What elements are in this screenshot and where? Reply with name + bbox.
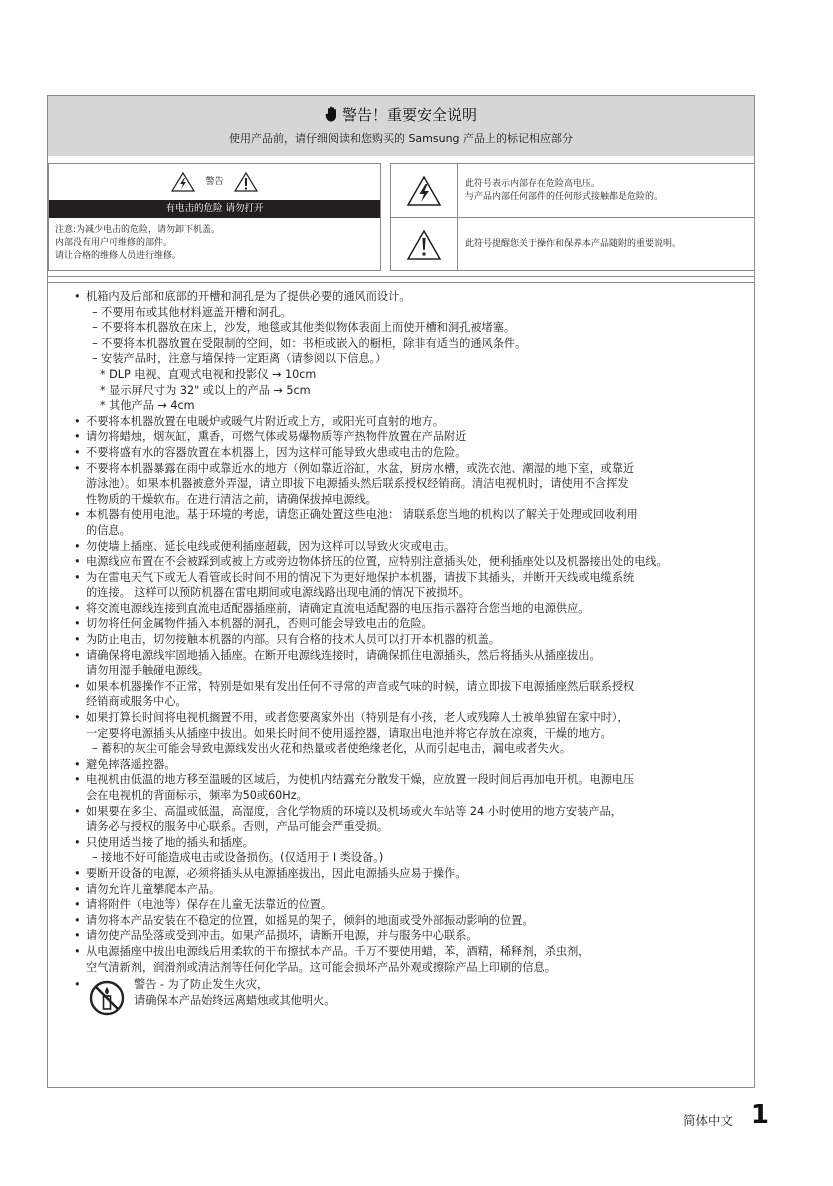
list-item: [74, 601, 748, 617]
text-line: 电源线应布置在不会被踩到或被上方或旁边物体挤压的位置，应特别注意插头处，便利插座处以及机器接出处的电线。: [86, 555, 668, 569]
symbol-description-line: 与产品内部任何部件的任何形式接触都是危险的。: [465, 191, 664, 202]
text-line: 如果要在多尘、高温或低温，高湿度，含化学物质的环境以及机场或火车站等 24 小时使用的地方安装产品，: [86, 804, 622, 818]
exclamation-icon: [406, 229, 442, 261]
bullet-icon: •: [74, 648, 81, 662]
high-voltage-icon: [406, 175, 442, 207]
text-line: 将交流电源线连接到直流电适配器插座前，请确定直流电适配器的电压指示器符合您当地的电源供应。: [86, 601, 590, 615]
symbol-description-line: 此符号提醒您关于操作和保养本产品随附的重要说明。: [465, 239, 682, 249]
text-line: 一定要将电源插头从插座中拔出。如果长时间不使用遥控器，请取出电池并将它存放在凉爽，干燥的地方。: [86, 726, 612, 740]
bullet-icon: •: [74, 601, 81, 615]
list-item: [74, 866, 748, 882]
text-line: 如果打算长时间将电视机搁置不用，或者您要离家外出（特别是有小孩，老人或残障人士被单独留在家中时），: [86, 711, 629, 725]
list-item: [74, 445, 748, 461]
list-item: [74, 882, 748, 898]
list-item: [74, 289, 748, 305]
symbol-row-exclamation: [391, 218, 754, 271]
list-item: [74, 429, 748, 445]
text-line: 为防止电击，切勿接触本机器的内部。只有合格的技术人员可以打开本机器的机盖。: [86, 633, 500, 647]
bullet-icon: •: [74, 835, 81, 849]
text-line: 只使用适当接了地的插头和插座。: [86, 835, 254, 849]
page-title-text: 警告！重要安全说明: [341, 106, 477, 124]
list-item: [74, 710, 748, 741]
divider: [48, 282, 754, 283]
bullet-icon: •: [74, 944, 81, 958]
text-line: 的连接。 这样可以预防机器在雷电期间或电源线路出现电涌的情况下被损坏。: [86, 586, 470, 600]
text-line: * DLP 电视、直观式电视和投影仪 → 10cm: [100, 367, 317, 381]
sub-item: [74, 336, 748, 352]
text-line: * 显示屏尺寸为 32" 或以上的产品 → 5cm: [100, 383, 311, 397]
text-line: 电视机由低温的地方移至温暖的区域后，为使机内结露充分散发干燥，应放置一段时间后再加电开机。电源电压: [86, 773, 635, 787]
text-line: 请勿将本产品安装在不稳定的位置，如摇晃的架子，倾斜的地面或受外部振动影响的位置。: [86, 913, 534, 927]
list-item: [74, 461, 748, 508]
text-line: – 不要将本机器放在床上，沙发，地毯或其他类似物体表面上而使开槽和洞孔被堵塞。: [92, 321, 516, 335]
warning-label-box: [48, 163, 381, 271]
text-line: – 安装产品时，注意与墙保持一定距离（请参阅以下信息。）: [92, 352, 387, 366]
text-line: – 不要将本机器放置在受限制的空间，如：书柜或嵌入的橱柜，除非有适当的通风条件。: [92, 336, 527, 350]
sub-sub-item: [74, 398, 748, 414]
text-line: 请勿使产品坠落或受到冲击。如果产品损坏，请断开电源，并与服务中心联系。: [86, 929, 478, 943]
sub-sub-item: [74, 367, 748, 383]
list-item: [74, 554, 748, 570]
caution-line: 请让合格的维修人员进行维修。: [55, 251, 182, 261]
exclamation-icon: [234, 172, 258, 192]
text-line: 请确保本产品始终远离蜡烛或其他明火。: [134, 993, 336, 1007]
symbol-description-line: 此符号表示内部存在危险高电压。: [465, 178, 601, 189]
text-line: 切勿将任何金属物件插入本机器的洞孔，否则可能会导致电击的危险。: [86, 617, 433, 631]
symbol-icon-cell: [391, 218, 458, 271]
text-line: 游泳池）。如果本机器被意外弄湿，请立即拔下电源插头然后联系授权经销商。清洁电视机时，请使用不含挥发: [86, 477, 629, 491]
text-line: 空气清新剂，润滑剂或清洁剂等任何化学品。这可能会损坏产品外观或擦除产品上印刷的信息。: [86, 960, 556, 974]
bullet-icon: •: [74, 633, 81, 647]
bullet-icon: •: [74, 445, 81, 459]
text-line: 不要将本机器放置在电暖炉或暖气片附近或上方，或阳光可直射的地方。: [86, 414, 445, 428]
sub-item: [74, 351, 748, 367]
text-line: 为在雷电天气下或无人看管或长时间不用的情况下为更好地保护本机器，请拔下其插头，并断开天线或电缆系统: [86, 570, 635, 584]
bullet-icon: •: [74, 414, 81, 428]
page-title: [48, 104, 754, 125]
divider: [48, 276, 754, 277]
bullet-icon: •: [74, 679, 81, 693]
fire-warning-item: [74, 977, 748, 1017]
caution-line: 注意:为减少电击的危险，请勿卸下机盖。: [55, 225, 221, 235]
list-item: [74, 414, 748, 430]
text-line: 勿使墙上插座、延长电线或便利插座超载，因为这样可以导致火灾或电击。: [86, 539, 456, 553]
text-line: 避免摔落遥控器。: [86, 757, 176, 771]
list-item: [74, 679, 748, 710]
text-line: 请勿用湿手触碰电源线。: [86, 664, 210, 678]
text-line: 要断开设备的电源，必须将插头从电源插座拔出，因此电源插头应易于操作。: [86, 866, 467, 880]
text-line: 请将附件（电池等）保存在儿童无法靠近的位置。: [86, 898, 333, 912]
text-line: 请勿将蜡烛，烟灰缸，熏香，可燃气体或易爆物质等产热物件放置在产品附近: [86, 430, 467, 444]
sub-item: [74, 305, 748, 321]
page-subtitle: 使用产品前，请仔细阅读和您购买的 Samsung 产品上的标记相应部分: [228, 132, 574, 145]
text-line: 请勿允许儿童攀爬本产品。: [86, 882, 221, 896]
list-item: [74, 632, 748, 648]
text-line: 从电源插座中拔出电源线后用柔软的干布擦拭本产品。千万不要使用蜡，苯，酒精，稀释剂，杀虫剂，: [86, 944, 590, 958]
warning-label-text: 警告: [205, 177, 224, 187]
fire-warning-text: [134, 977, 335, 1008]
bullet-icon: •: [74, 929, 81, 943]
sub-sub-item: [74, 383, 748, 399]
sub-item: [74, 850, 748, 866]
list-item: [74, 539, 748, 555]
list-item: [74, 804, 748, 835]
bullet-icon: •: [74, 711, 81, 725]
text-line: * 其他产品 → 4cm: [100, 399, 195, 413]
warning-label-row: [49, 172, 380, 194]
text-line: – 不要用布或其他材料遮盖开槽和洞孔。: [92, 305, 292, 319]
text-line: 会在电视机的背面标示，频率为50或60Hz。: [86, 789, 308, 802]
shock-hazard-bar: 有电击的危险 请勿打开: [49, 200, 380, 218]
list-item: [74, 648, 748, 679]
list-item: [74, 757, 748, 773]
bullet-icon: •: [74, 555, 81, 569]
symbol-description: [465, 164, 750, 217]
list-item: [74, 897, 748, 913]
list-item: [74, 507, 748, 538]
text-line: 不要将盛有水的容器放置在本机器上，因为这样可能导致火患或电击的危险。: [86, 445, 467, 459]
list-item: [74, 772, 748, 803]
bullet-icon: •: [74, 882, 81, 896]
text-line: – 蓄积的灰尘可能会导致电源线发出火花和热量或者使绝缘老化，从而引起电击，漏电或者失火。: [92, 742, 572, 756]
bullet-icon: •: [74, 773, 81, 787]
text-line: 的信息。: [86, 523, 131, 537]
bullet-icon: •: [74, 866, 81, 880]
safety-instructions: [74, 289, 748, 1017]
list-item: [74, 944, 748, 975]
no-candle-icon: [88, 979, 126, 1022]
list-item: [74, 928, 748, 944]
bullet-icon: •: [74, 913, 81, 927]
text-line: 不要将本机器暴露在雨中或靠近水的地方（例如靠近浴缸，水盆，厨房水槽，或洗衣池、潮湿的地下室，或靠近: [86, 461, 635, 475]
bullet-icon: •: [74, 617, 81, 631]
bullet-icon: •: [74, 570, 81, 584]
bullet-icon: •: [74, 290, 81, 303]
symbol-description: [465, 218, 750, 271]
text-line: 本机器有使用电池。基于环境的考虑，请您正确处置这些电池： 请联系您当地的机构以了解关于处理或回收利用: [86, 508, 638, 522]
caution-line: 内部没有用户可维修的部件。: [55, 238, 173, 248]
list-item: [74, 913, 748, 929]
list-item: [74, 835, 748, 851]
text-line: 性物质的干燥软布。在进行清洁之前，请确保拔掉电源线。: [86, 492, 377, 506]
footer-language: 简体中文: [682, 1113, 733, 1128]
symbol-table: [390, 163, 755, 271]
bullet-icon: •: [74, 461, 81, 475]
symbol-row-voltage: [391, 164, 754, 218]
text-line: 请务必与授权的服务中心联系。否则，产品可能会严重受损。: [86, 820, 389, 834]
text-line: 机箱内及后部和底部的开槽和洞孔是为了提供必要的通风而设计。: [86, 290, 411, 303]
bullet-icon: •: [74, 539, 81, 553]
header-banner: [48, 96, 754, 156]
sub-item: [74, 320, 748, 336]
text-line: 警告 - 为了防止发生火灾，: [134, 978, 269, 992]
list-item: [74, 616, 748, 632]
text-line: 请确保将电源线牢固地插入插座。在断开电源线连接时，请确保抓住电源插头，然后将插头从插座拔出。: [86, 648, 601, 662]
bullet-icon: •: [74, 898, 81, 912]
list-item: [74, 570, 748, 601]
page-number: 1: [750, 1100, 769, 1130]
bullet-icon: •: [74, 508, 81, 522]
text-line: 如果本机器操作不正常，特别是如果有发出任何不寻常的声音或气味的时候，请立即拔下电源插座然后联系授权: [86, 679, 635, 693]
text-line: 经销商或服务中心。: [86, 695, 187, 709]
hand-stop-icon: [325, 106, 339, 122]
high-voltage-icon: [171, 172, 195, 192]
bullet-icon: •: [74, 978, 81, 992]
caution-text: [55, 224, 220, 263]
symbol-icon-cell: [391, 164, 458, 217]
bullet-icon: •: [74, 757, 81, 771]
bullet-icon: •: [74, 804, 81, 818]
bullet-icon: •: [74, 430, 81, 444]
text-line: – 接地不好可能造成电击或设备损伤。(仅适用于 I 类设备。): [92, 851, 384, 865]
sub-item: [74, 741, 748, 757]
